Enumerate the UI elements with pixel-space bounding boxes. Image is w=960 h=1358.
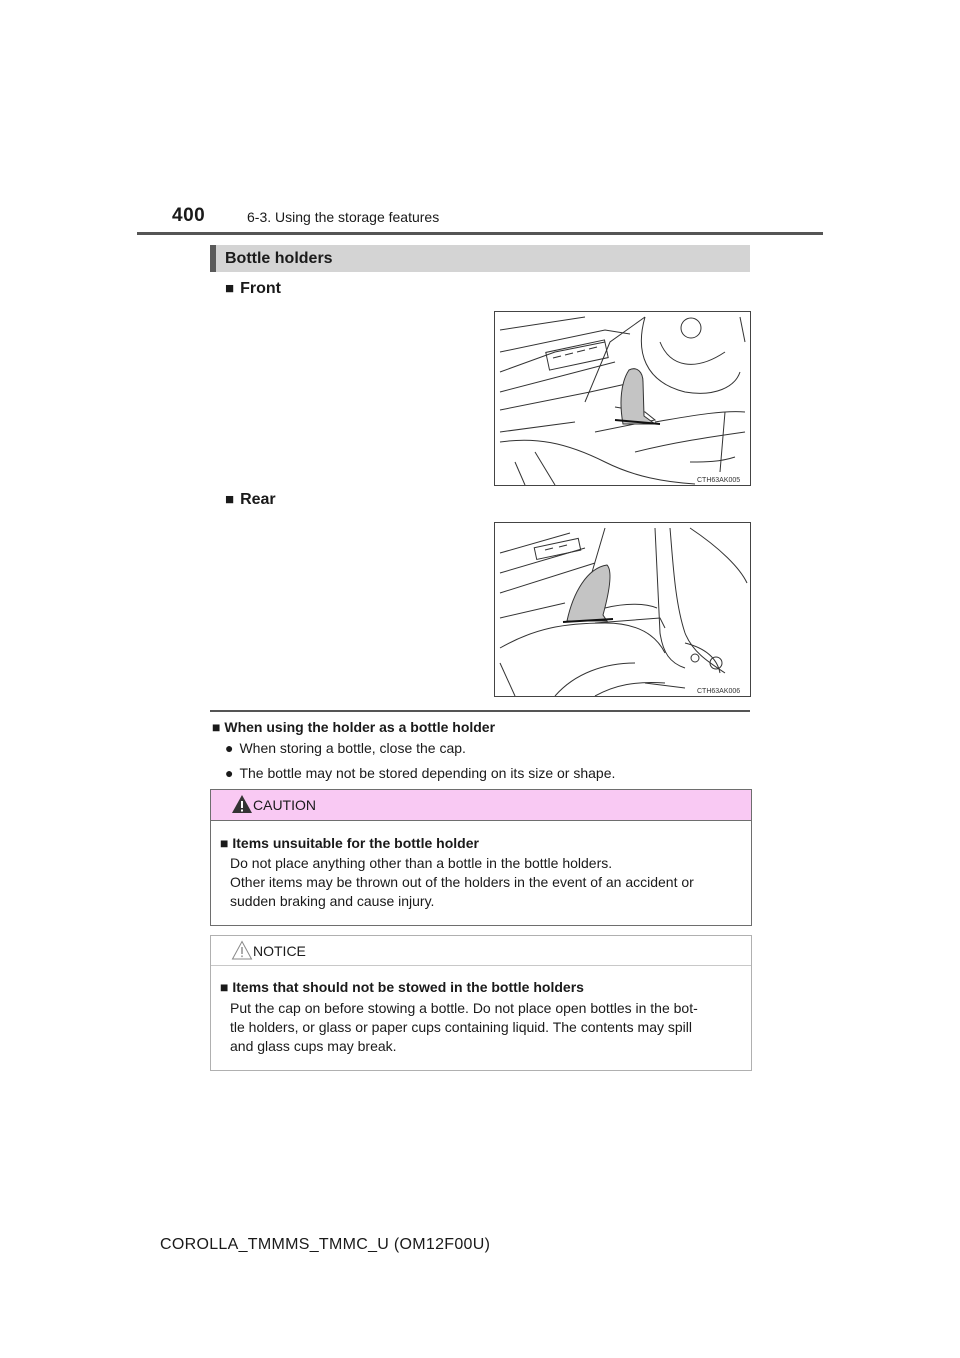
notice-label: NOTICE [253, 943, 306, 959]
notice-title-text: Items that should not be stowed in the bottle holders [232, 979, 584, 995]
front-bottle-holder-illustration [494, 311, 751, 486]
caution-body [230, 854, 745, 911]
notice-box [210, 935, 752, 1071]
warning-triangle-icon [231, 794, 253, 814]
rear-image-code: CTH63AK006 [697, 688, 741, 695]
front-image-code: CTH63AK005 [697, 477, 741, 484]
subsection-front-heading [225, 280, 281, 298]
section-heading: Bottle holders [225, 250, 333, 267]
caution-title-text: Items unsuitable for the bottle holder [232, 835, 479, 851]
note-bullet [225, 765, 615, 781]
subsection-rear-label: Rear [240, 491, 276, 508]
caution-label: CAUTION [253, 797, 316, 813]
square-bullet-icon: ■ [225, 491, 235, 508]
section-title: 6-3. Using the storage features [247, 209, 440, 225]
footer-model-code: COROLLA_TMMMS_TMMC_U (OM12F00U) [160, 1236, 491, 1253]
header-rule [137, 232, 823, 235]
section-heading-bar [210, 245, 750, 272]
subsection-front-label: Front [240, 280, 281, 297]
rear-bottle-holder-illustration [494, 522, 751, 697]
caution-line: Do not place anything other than a bottle in the bottle holders. [230, 855, 613, 871]
square-bullet-icon: ■ [220, 979, 229, 995]
notice-title [220, 979, 584, 995]
caution-line: sudden braking and cause injury. [230, 893, 435, 909]
note-bullet [225, 740, 466, 756]
square-bullet-icon: ■ [225, 280, 235, 297]
caution-header [211, 790, 751, 821]
subsection-rear-heading [225, 491, 276, 509]
caution-title [220, 835, 479, 851]
bullet-dot-icon: ● [225, 740, 234, 756]
section-heading-accent [210, 245, 216, 272]
notice-line: tle holders, or glass or paper cups containing liquid. The contents may spill [230, 1019, 692, 1035]
caution-line: Other items may be thrown out of the holders in the event of an accident or [230, 874, 694, 890]
rear-console-drawing [495, 523, 750, 696]
note-bullet-text: The bottle may not be stored depending on its size or shape. [239, 765, 616, 781]
notice-header [211, 936, 751, 966]
page-number: 400 [172, 205, 206, 226]
bullet-dot-icon: ● [225, 765, 234, 781]
note-heading-text: When using the holder as a bottle holder [224, 719, 496, 735]
square-bullet-icon: ■ [220, 835, 229, 851]
note-bullet-text: When storing a bottle, close the cap. [239, 740, 466, 756]
caution-box [210, 789, 752, 926]
front-console-drawing [495, 312, 750, 485]
notice-line: Put the cap on before stowing a bottle. Do not place open bottles in the bot- [230, 1000, 698, 1016]
square-bullet-icon: ■ [212, 719, 221, 735]
warning-triangle-outline-icon [231, 940, 253, 960]
notice-line: and glass cups may break. [230, 1038, 397, 1054]
note-rule [210, 710, 750, 712]
notice-body [230, 999, 745, 1056]
note-heading [212, 719, 495, 735]
